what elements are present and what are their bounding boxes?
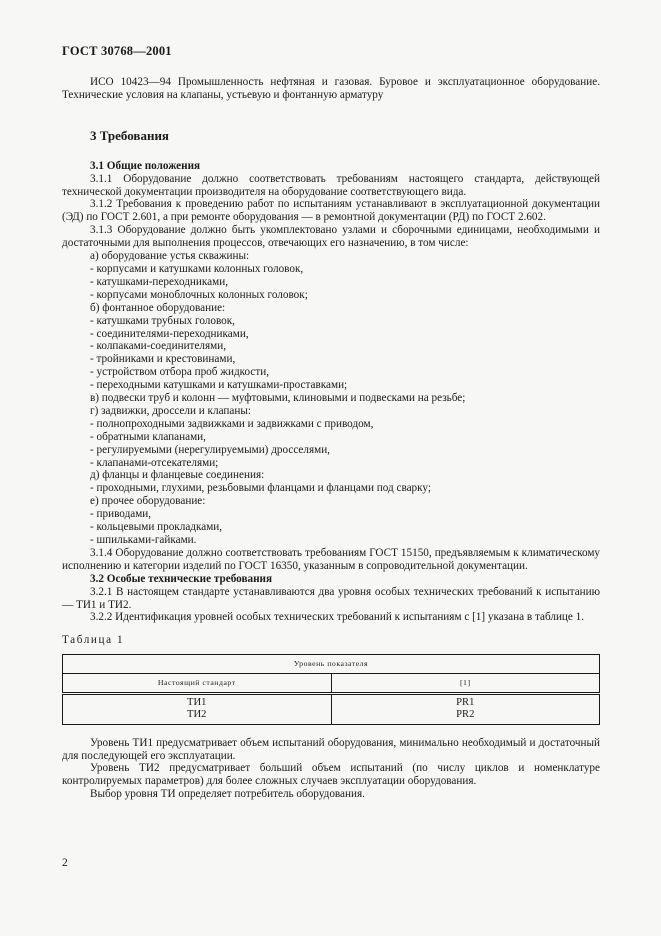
list-item: - проходными, глухими, резьбовыми фланцами и фланцами под сварку; [90,482,431,495]
list-item: в) подвески труб и колонн — муфтовыми, клиновыми и подвесками на резьбе; [90,392,466,405]
table-cell-reference [331,694,600,724]
paragraph-3-1-1: 3.1.1 Оборудование должно соответствовать требованиям настоящего стандарта, действующей технической документации производителя на оборудование соответствующего вида. [62,172,600,198]
list-item: - колпаками-соединителями, [90,340,227,353]
page-number: 2 [62,857,68,869]
list-item: - катушками-переходниками, [90,275,229,288]
paragraph-level-choice: Выбор уровня ТИ определяет потребитель оборудования. [90,788,365,801]
normative-reference: ИСО 10423—94 Промышленность нефтяная и газовая. Буровое и эксплуатационное оборудование. Технические условия на клапаны, устьевую и фонтанную арматуру [62,76,600,101]
paragraph-3-1-2: 3.1.2 Требования к проведению работ по испытаниям устанавливают в эксплуатационной документации (ЭД) по ГОСТ 2.601, а при ремонте оборудования — в ремонтной документации (РД) по ГОСТ 2.602. [62,198,600,224]
paragraph-level-1: Уровень ТИ1 предусматривает объем испытаний оборудования, минимально необходимый и достаточный для последующей его эксплуатации. [62,736,600,762]
list-item: - соединителями-переходниками, [90,327,249,340]
requirements-table [62,654,600,724]
list-item: е) прочее оборудование: [90,495,206,508]
table-caption: Таблица 1 [62,634,125,647]
paragraph-3-1-4: 3.1.4 Оборудование должно соответствовать требованиям ГОСТ 15150, предъявляемым к климатическому исполнению и категории изделий по ГОСТ 16350, указанным в сопроводительной документации. [62,546,600,572]
table-column-header-reference: [1] [331,674,600,694]
list-item: - устройством отбора проб жидкости, [90,366,270,379]
table-cell-standard [63,694,332,724]
subsection-title-3-1: 3.1 Общие положения [90,159,201,172]
list-item: - клапанами-отсекателями; [90,456,219,469]
list-item: - шпильками-гайками. [90,534,197,546]
paragraph-3-1-3: 3.1.3 Оборудование должно быть укомплектовано узлами и сборочными единицами, необходимыми и достаточными для выполнения процессов, отвечающих его назначению, в том числе: [62,224,600,250]
list-item: - полнопроходными задвижками и задвижками с приводом, [90,417,374,430]
list-item: б) фонтанное оборудование: [90,301,226,314]
paragraph-3-2-1: 3.2.1 В настоящем стандарте устанавливаются два уровня особых технических требований к испытанию — ТИ1 и ТИ2. [62,585,600,611]
equipment-list [62,250,600,547]
table-value: PR1 [456,697,475,709]
section-title: 3 Требования [90,127,169,143]
paragraph-level-2: Уровень ТИ2 предусматривает больший объем испытаний (по числу циклов и номенклатуре контролируемых параметров) для более сложных случаев эксплуатации оборудования. [62,762,600,788]
list-item: а) оборудование устья скважины: [90,250,250,263]
document-header: ГОСТ 30768—2001 [62,44,172,58]
list-item: - кольцевыми прокладками, [90,521,223,534]
page-content [62,76,600,801]
subsection-title-3-2: 3.2 Особые технические требования [90,572,273,585]
table-value: PR2 [456,709,475,721]
list-item: - регулируемыми (нерегулируемыми) дросселями, [90,443,330,456]
paragraph-3-2-2: 3.2.2 Идентификация уровней особых технических требований к испытаниям с [1] указана в таблице 1. [90,611,585,624]
list-item: - корпусами моноблочных колонных головок; [90,288,308,301]
list-item: д) фланцы и фланцевые соединения: [90,469,265,482]
table-group-header: Уровень показателя [63,655,600,674]
list-item: - катушками трубных головок, [90,314,235,327]
table-column-header-standard: Настоящий стандарт [63,674,332,694]
table-value: ТИ2 [187,709,207,721]
list-item: - приводами, [90,508,152,521]
list-item: - корпусами и катушками колонных головок, [90,262,304,275]
list-item: - тройниками и крестовинами, [90,353,236,366]
list-item: г) задвижки, дроссели и клапаны: [90,404,251,417]
list-item: - обратными клапанами, [90,430,206,443]
table-value: ТИ1 [187,697,207,709]
list-item: - переходными катушками и катушками-проставками; [90,379,348,392]
